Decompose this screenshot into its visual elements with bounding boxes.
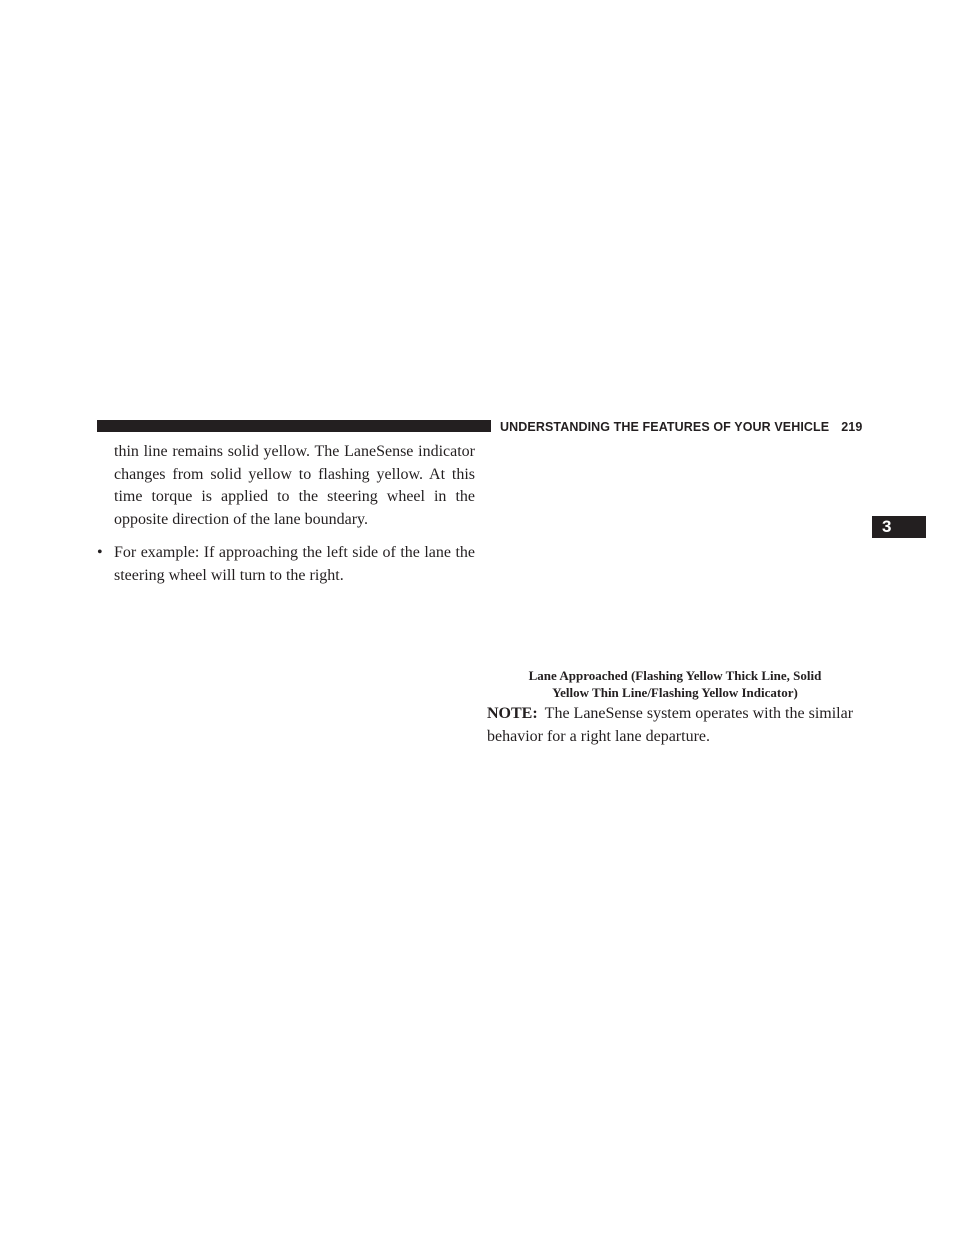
caption-line-2: Yellow Thin Line/Flashing Yellow Indicator): [552, 685, 798, 700]
chapter-tab-label: 3: [882, 517, 892, 536]
caption-line-1: Lane Approached (Flashing Yellow Thick Line, Solid: [528, 668, 822, 683]
bullet-text: For example: If approaching the left side of the lane the steering wheel will turn to the right.: [114, 544, 475, 584]
left-column: [97, 441, 475, 587]
bullet-item: [97, 542, 475, 587]
note-label: NOTE:: [487, 705, 538, 722]
figure-caption: [487, 667, 863, 701]
note-text: The LaneSense system operates with the similar behavior for a right lane departure.: [487, 705, 854, 745]
continued-paragraph: thin line remains solid yellow. The LaneSense indicator changes from solid yellow to flashing yellow. At this time torque is applied to the steering wheel in the opposite direction of the lane boundary.: [114, 443, 475, 528]
page-number: 219: [841, 420, 863, 434]
running-header: [500, 420, 862, 434]
note-paragraph: [487, 703, 863, 748]
header-rule: [97, 420, 491, 432]
section-title: UNDERSTANDING THE FEATURES OF YOUR VEHICLE: [500, 420, 830, 434]
bullet-symbol: •: [97, 544, 103, 561]
chapter-tab: [872, 516, 926, 538]
